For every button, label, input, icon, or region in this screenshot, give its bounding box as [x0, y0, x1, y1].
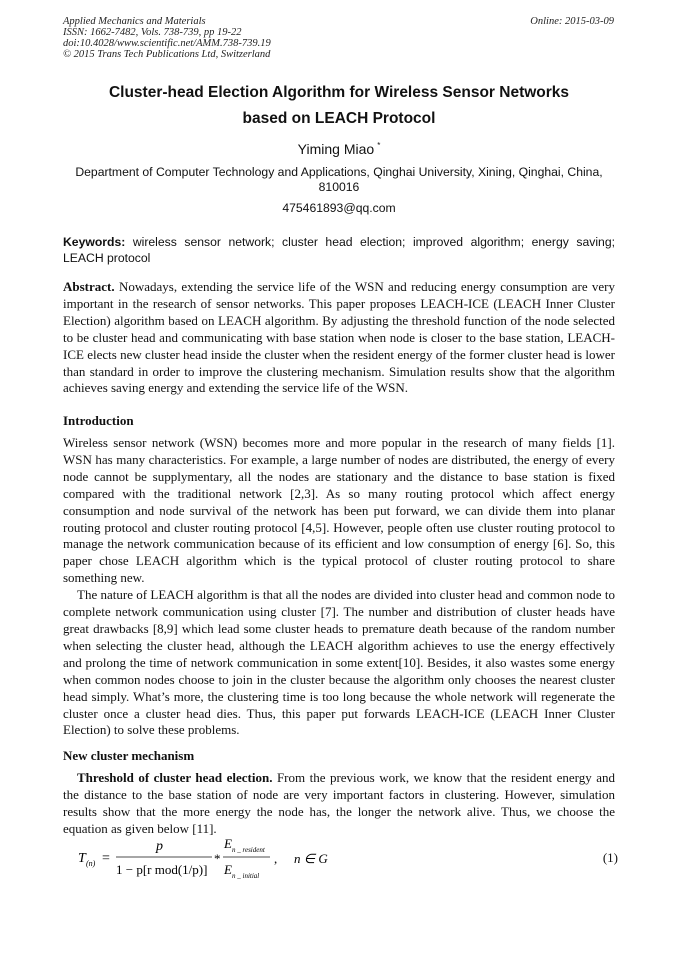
eq-energy-bottom-sub: n _ initial — [232, 872, 260, 880]
equation-1 — [78, 836, 618, 884]
title-line-2: based on LEACH Protocol — [242, 110, 436, 127]
author-email: 475461893@qq.com — [282, 201, 396, 215]
abstract — [63, 279, 615, 397]
copyright-line: © 2015 Trans Tech Publications Ltd, Switzerland — [63, 49, 271, 60]
online-date: Online: 2015-03-09 — [530, 16, 614, 27]
intro-paragraph-2: The nature of LEACH algorithm is that all the nodes are divided into cluster head and common node to complete network communication using cluster [7]. The number and distribution of cluster heads have great drawbacks [8,9] which lead some cluster heads to premature death because of the random number when selecting the cluster head, although the LEACH algorithm achieves to use the energy effectively and prolong the time of network communication in some extent[10]. Besides, it also wastes some energy when common nodes choose to join in the cluster because the algorithm only chooses the nearest cluster head simply. What’s more, the clustering time is too long because the whole network will regenerate the cluster once a cluster head dies. Thus, this paper put forwards LEACH-ICE (LEACH Inner Cluster Election) to solve these problems. — [63, 587, 615, 738]
eq-energy-bottom: E — [224, 862, 232, 877]
equation-number: (1) — [602, 850, 618, 865]
affiliation: Department of Computer Technology and Applications, Qinghai University, Xining, Qinghai, China, 810016 — [75, 165, 603, 194]
eq-lhs: T — [78, 851, 86, 866]
keywords-label: Keywords: — [63, 235, 126, 249]
eq-equals: = — [102, 851, 110, 866]
issn-line: ISSN: 1662-7482, Vols. 738-739, pp 19-22 — [63, 27, 242, 38]
author-mark: * — [377, 141, 381, 151]
eq-denominator: 1 − p[r mod(1/p)] — [116, 862, 208, 877]
keywords — [63, 235, 615, 266]
abstract-text: Nowadays, extending the service life of the WSN and reducing energy consumption are very important in the research of sensor networks. This paper proposes LEACH-ICE (LEACH Inner Cluster Election) algorithm based on LEACH algorithm. By adjusting the threshold function of the node selected to be cluster head and communicating with base station when node is closer to the base station, LEACH-ICE elects new cluster head inside the cluster when the resident energy of the former cluster head is lower than standard in order to improve the clustering mechanism. Simulation results show that the algorithm achieves saving energy and extending the service life of the WSN. — [63, 279, 615, 396]
keywords-text: wireless sensor network; cluster head election; improved algorithm; energy saving; LEACH protocol — [63, 235, 615, 265]
eq-lhs-sub: (n) — [86, 859, 96, 868]
eq-energy-top: E — [224, 836, 232, 851]
equation-graphic — [78, 836, 378, 884]
author — [60, 141, 618, 157]
eq-numerator: p — [156, 839, 163, 854]
abstract-label: Abstract. — [63, 279, 115, 294]
eq-times: * — [214, 851, 221, 866]
paper-title — [60, 80, 618, 132]
author-name: Yiming Miao — [297, 141, 375, 157]
new-cluster-heading: New cluster mechanism — [63, 748, 195, 763]
introduction-section — [63, 435, 615, 739]
introduction-heading: Introduction — [63, 413, 134, 428]
threshold-paragraph — [63, 770, 615, 838]
eq-energy-top-sub: n _ resident — [232, 846, 265, 854]
threshold-text: From the previous work, we know that the resident energy and the distance to the base station of node are very important factors in clustering. However, simulation results show that the more energy the node has, the longer the network alive. Thus, we choose the equation as given below [11]. — [63, 770, 616, 836]
intro-paragraph-1: Wireless sensor network (WSN) becomes more and more popular in the research of many fields [1]. WSN has many characteristics. For example, a large number of nodes are distributed, the energy of every node cannot be supplymentary, all the nodes are stationary and the distance to base station is fixed compared with the traditional network [2,3]. As so many routing protocol which affect energy consumption and node survival of the network has been put forward, we can divide them into planar routing protocol and cluster routing protocol [4,5]. However, people often use cluster routing protocol to manage the network communication because of its efficient and low consumption of energy [6]. So, this paper chose LEACH algorithm which is the typical protocol of cluster routing protocol to share something new. — [63, 435, 615, 586]
journal-header — [63, 16, 271, 60]
doi-line: doi:10.4028/www.scientific.net/AMM.738-739.19 — [63, 38, 271, 49]
eq-comma: , — [274, 851, 278, 866]
title-line-1: Cluster-head Election Algorithm for Wireless Sensor Networks — [108, 84, 570, 101]
eq-condition: n ∈ G — [294, 851, 328, 866]
journal-name: Applied Mechanics and Materials — [63, 16, 206, 27]
threshold-lead: Threshold of cluster head election. — [77, 770, 273, 785]
